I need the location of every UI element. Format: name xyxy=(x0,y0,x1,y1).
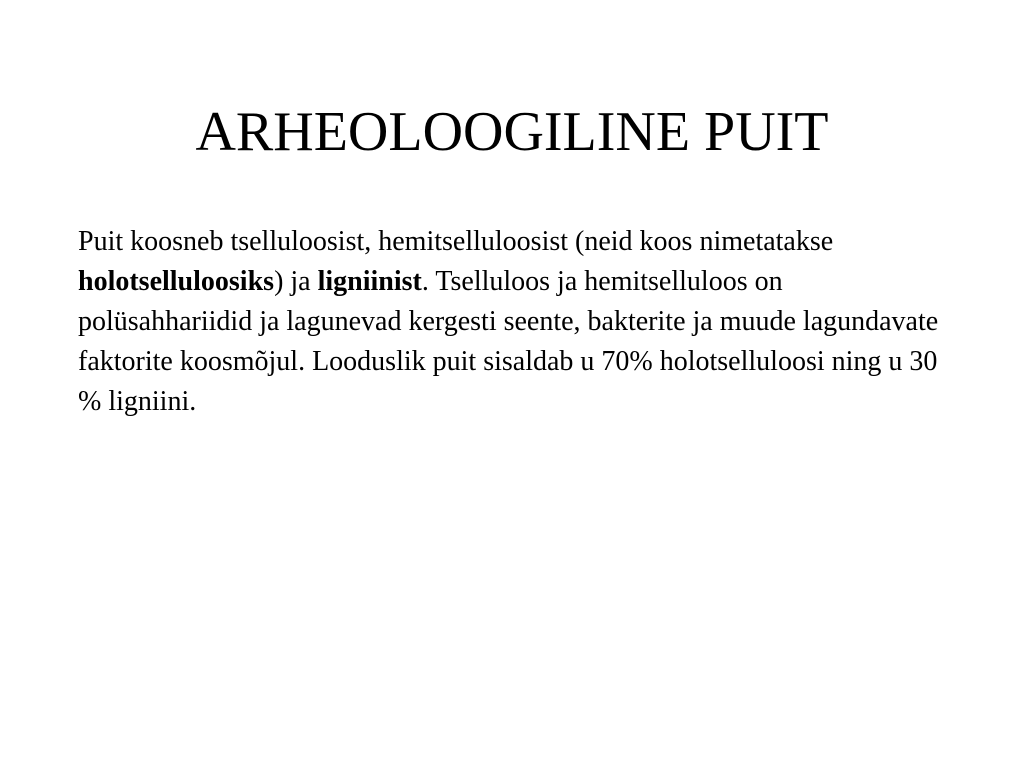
term-ligniinist: ligniinist xyxy=(317,266,422,297)
paragraph-text-1: Puit koosneb tselluloosist, hemitselluloosist (neid koos nimetatakse xyxy=(78,226,834,257)
paragraph-text-3: . Tselluloos ja hemitselluloos on polüsahhariidid ja lagunevad kergesti seente, bakterite ja muude lagundavate faktorite koosmõjul. Looduslik puit sisaldab u 70% holotselluloosi ning u 30 % ligniini. xyxy=(78,266,939,417)
term-holotselluloosiks: holotselluloosiks xyxy=(78,266,275,297)
slide-body-paragraph xyxy=(78,222,958,422)
slide-title: ARHEOLOOGILINE PUIT xyxy=(195,101,829,163)
paragraph-text-2: ) ja xyxy=(274,266,318,297)
